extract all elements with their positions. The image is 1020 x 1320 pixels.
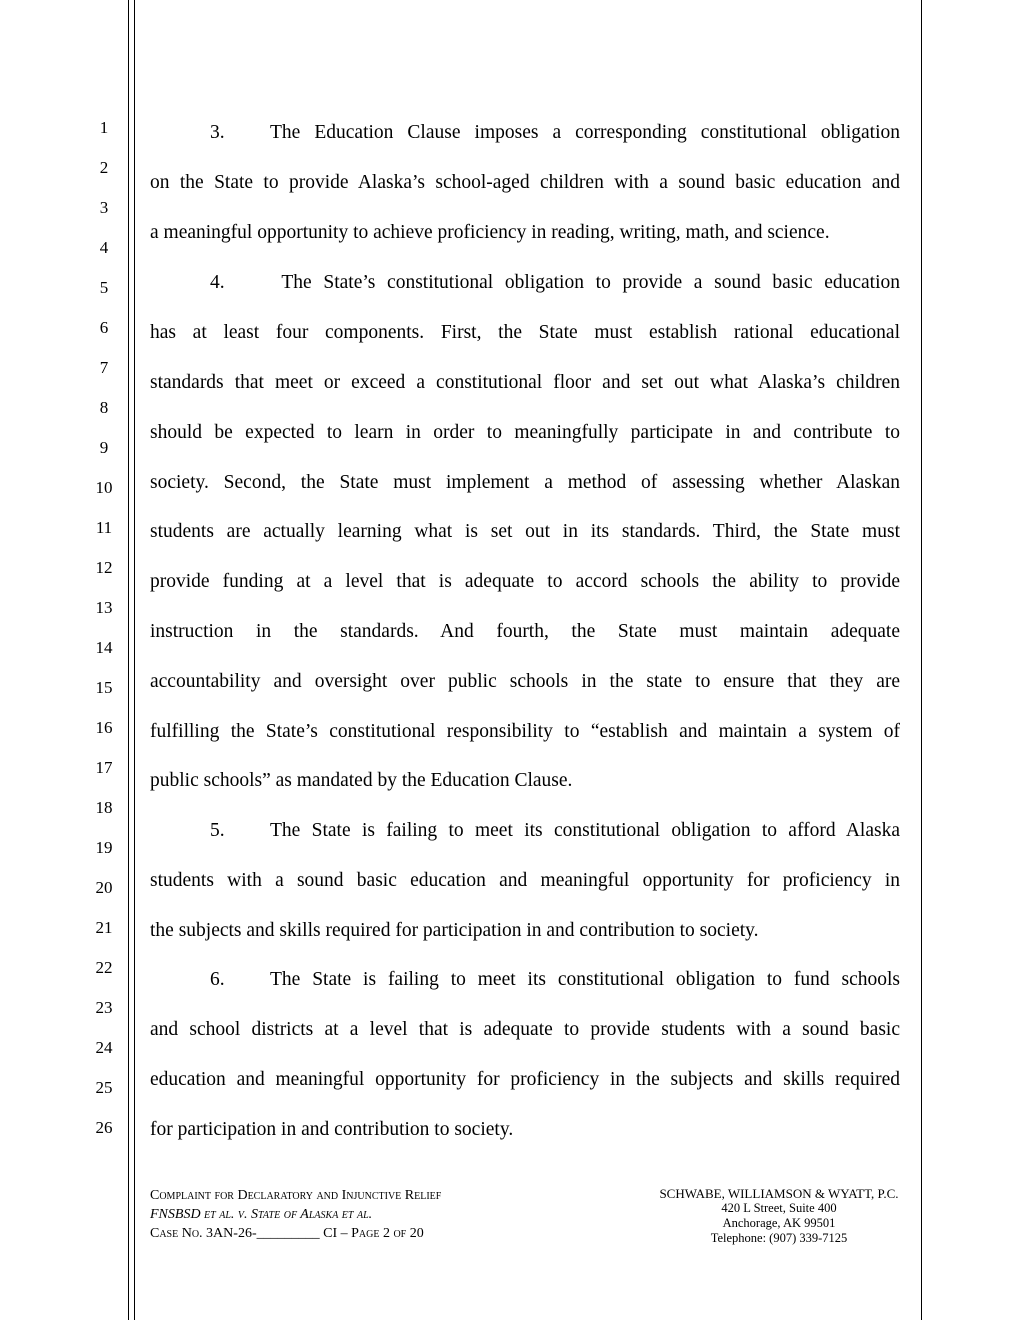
line-number: 11 bbox=[95, 518, 113, 537]
line-number: 26 bbox=[95, 1118, 113, 1137]
paragraph-4-line-3: standards that meet or exceed a constitutional floor and set out what Alaska’s children bbox=[150, 372, 900, 393]
line-number: 8 bbox=[99, 398, 109, 417]
line-number: 5 bbox=[99, 278, 109, 297]
line-number: 14 bbox=[95, 638, 113, 657]
paragraph-6-line-1: 6. The State is failing to meet its constitutional obligation to fund schools bbox=[150, 966, 900, 994]
paragraph-4-line-4: should be expected to learn in order to meaningfully participate in and contribute to bbox=[150, 422, 900, 443]
line-number: 19 bbox=[95, 838, 113, 857]
paragraph-4-line-6: students are actually learning what is set out in its standards. Third, the State must bbox=[150, 521, 900, 542]
paragraph-3-line-2: on the State to provide Alaska’s school-aged children with a sound basic education and bbox=[150, 172, 900, 193]
line-number: 24 bbox=[95, 1038, 113, 1057]
paragraph-5-line-2: students with a sound basic education and meaningful opportunity for proficiency in bbox=[150, 870, 900, 891]
paragraph-6-line-3: education and meaningful opportunity for proficiency in the subjects and skills required bbox=[150, 1069, 900, 1090]
paragraph-4-line-11: public schools” as mandated by the Education Clause. bbox=[150, 770, 573, 791]
paragraph-6-line-2: and school districts at a level that is adequate to provide students with a sound basic bbox=[150, 1019, 900, 1040]
paragraph-5-line-3: the subjects and skills required for participation in and contribution to society. bbox=[150, 920, 759, 941]
line-number: 6 bbox=[99, 318, 109, 337]
paragraph-4-line-7: provide funding at a level that is adequate to accord schools the ability to provide bbox=[150, 571, 900, 592]
paragraph-number: 6. bbox=[210, 969, 225, 990]
line-number: 13 bbox=[95, 598, 113, 617]
footer-firm-city: Anchorage, AK 99501 bbox=[722, 1216, 836, 1230]
footer-firm-name: SCHWABE, WILLIAMSON & WYATT, P.C. bbox=[659, 1186, 899, 1201]
paragraph-4-line-9: accountability and oversight over public schools in the state to ensure that they are bbox=[150, 671, 900, 692]
paragraph-4-line-2: has at least four components. First, the State must establish rational educational bbox=[150, 322, 900, 343]
line-number: 9 bbox=[99, 438, 109, 457]
footer-firm-address: 420 L Street, Suite 400 bbox=[721, 1201, 837, 1215]
line-number: 2 bbox=[99, 158, 109, 177]
line-number: 3 bbox=[99, 198, 109, 217]
footer-document-title: Complaint for Declaratory and Injunctive Relief bbox=[150, 1188, 442, 1203]
line-number: 23 bbox=[95, 998, 113, 1017]
left-margin-rule-inner bbox=[134, 0, 135, 1320]
right-margin-rule bbox=[921, 0, 922, 1320]
paragraph-5-line-1: 5. The State is failing to meet its constitutional obligation to afford Alaska bbox=[150, 817, 900, 845]
paragraph-4-line-8: instruction in the standards. And fourth, the State must maintain adequate bbox=[150, 621, 900, 642]
footer-firm-block bbox=[636, 1186, 922, 1246]
line-number: 21 bbox=[95, 918, 113, 937]
line-number: 18 bbox=[95, 798, 113, 817]
paragraph-number: 3. bbox=[210, 122, 225, 143]
line-number: 22 bbox=[95, 958, 113, 977]
line-number: 7 bbox=[99, 358, 109, 377]
paragraph-number: 5. bbox=[210, 820, 225, 841]
footer-caption bbox=[150, 1186, 620, 1243]
footer-case-number: Case No. 3AN-26-_________ CI – Page 2 of 20 bbox=[150, 1226, 424, 1241]
paragraph-number: 4. bbox=[210, 272, 225, 293]
line-number: 20 bbox=[95, 878, 113, 897]
line-number: 12 bbox=[95, 558, 113, 577]
paragraph-3-line-3: a meaningful opportunity to achieve proficiency in reading, writing, math, and science. bbox=[150, 222, 830, 243]
line-number: 16 bbox=[95, 718, 113, 737]
paragraph-4-line-10: fulfilling the State’s constitutional responsibility to “establish and maintain a system of bbox=[150, 721, 900, 742]
paragraph-3-line-1: 3. The Education Clause imposes a corresponding constitutional obligation bbox=[150, 119, 900, 147]
paragraph-4-line-5: society. Second, the State must implement a method of assessing whether Alaskan bbox=[150, 472, 900, 493]
paragraph-4-line-1: 4. The State’s constitutional obligation to provide a sound basic education bbox=[150, 269, 900, 297]
left-margin-rule-outer bbox=[128, 0, 129, 1320]
line-number: 15 bbox=[95, 678, 113, 697]
line-number: 25 bbox=[95, 1078, 113, 1097]
paragraph-6-line-4: for participation in and contribution to society. bbox=[150, 1119, 514, 1140]
line-number: 4 bbox=[99, 238, 109, 257]
line-number: 17 bbox=[95, 758, 113, 777]
line-number: 10 bbox=[95, 478, 113, 497]
footer-firm-phone: Telephone: (907) 339-7125 bbox=[710, 1231, 848, 1245]
line-number: 1 bbox=[99, 118, 109, 137]
footer-case-caption: FNSBSD et al. v. State of Alaska et al. bbox=[150, 1207, 373, 1222]
